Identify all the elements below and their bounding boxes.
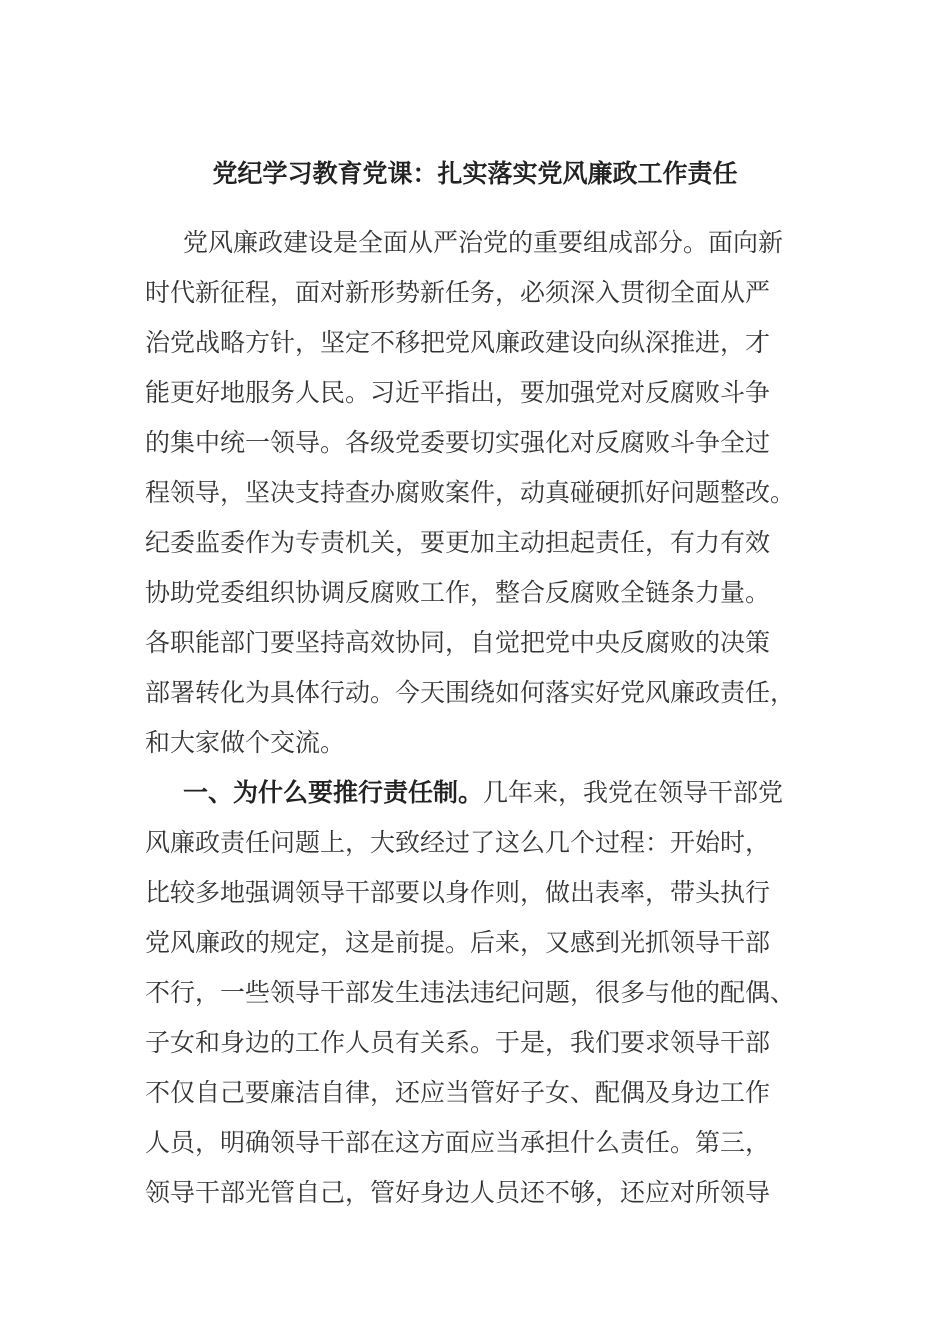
paragraph-1-line: 的集中统一领导。各级党委要切实强化对反腐败斗争全过 — [145, 428, 771, 457]
paragraph-1-line: 党风廉政建设是全面从严治党的重要组成部分。面向新 — [183, 228, 784, 257]
paragraph-2-line: 人员，明确领导干部在这方面应当承担什么责任。第三， — [145, 1128, 771, 1157]
paragraph-1-line: 纪委监委作为专责机关，要更加主动担起责任，有力有效 — [145, 528, 771, 557]
paragraph-2-line: 领导干部光管自己，管好身边人员还不够，还应对所领导 — [145, 1178, 771, 1207]
paragraph-2-line: 风廉政责任问题上，大致经过了这么几个过程：开始时， — [145, 828, 771, 857]
paragraph-1-line: 和大家做个交流。 — [145, 728, 346, 757]
paragraph-1-line: 协助党委组织协调反腐败工作，整合反腐败全链条力量。 — [145, 578, 771, 607]
document-title: 党纪学习教育党课：扎实落实党风廉政工作责任 — [212, 159, 738, 188]
paragraph-1-line: 部署转化为具体行动。今天围绕如何落实好党风廉政责任， — [145, 678, 796, 707]
paragraph-2-first-line — [145, 768, 810, 818]
document-body — [145, 218, 810, 1218]
paragraph-1-line: 程领导，坚决支持查办腐败案件，动真碰硬抓好问题整改。 — [145, 478, 796, 507]
paragraph-2-line: 不行，一些领导干部发生违法违纪问题，很多与他的配偶、 — [145, 978, 796, 1007]
section-heading: 一、为什么要推行责任制。 — [183, 778, 484, 807]
paragraph-1-line: 各职能部门要坚持高效协同，自觉把党中央反腐败的决策 — [145, 628, 771, 657]
paragraph-1-line: 治党战略方针，坚定不移把党风廉政建设向纵深推进，才 — [145, 328, 771, 357]
paragraph-2-first-line-text: 几年来，我党在领导干部党 — [483, 778, 784, 807]
paragraph-1-line: 能更好地服务人民。习近平指出，要加强党对反腐败斗争 — [145, 378, 771, 407]
paragraph-2-line: 党风廉政的规定，这是前提。后来，又感到光抓领导干部 — [145, 928, 771, 957]
paragraph-1-line: 时代新征程，面对新形势新任务，必须深入贯彻全面从严 — [145, 278, 771, 307]
paragraph-2-line: 比较多地强调领导干部要以身作则，做出表率，带头执行 — [145, 878, 771, 907]
paragraph-2-line: 子女和身边的工作人员有关系。于是，我们要求领导干部 — [145, 1028, 771, 1057]
paragraph-2-line: 不仅自己要廉洁自律，还应当管好子女、配偶及身边工作 — [145, 1078, 771, 1107]
